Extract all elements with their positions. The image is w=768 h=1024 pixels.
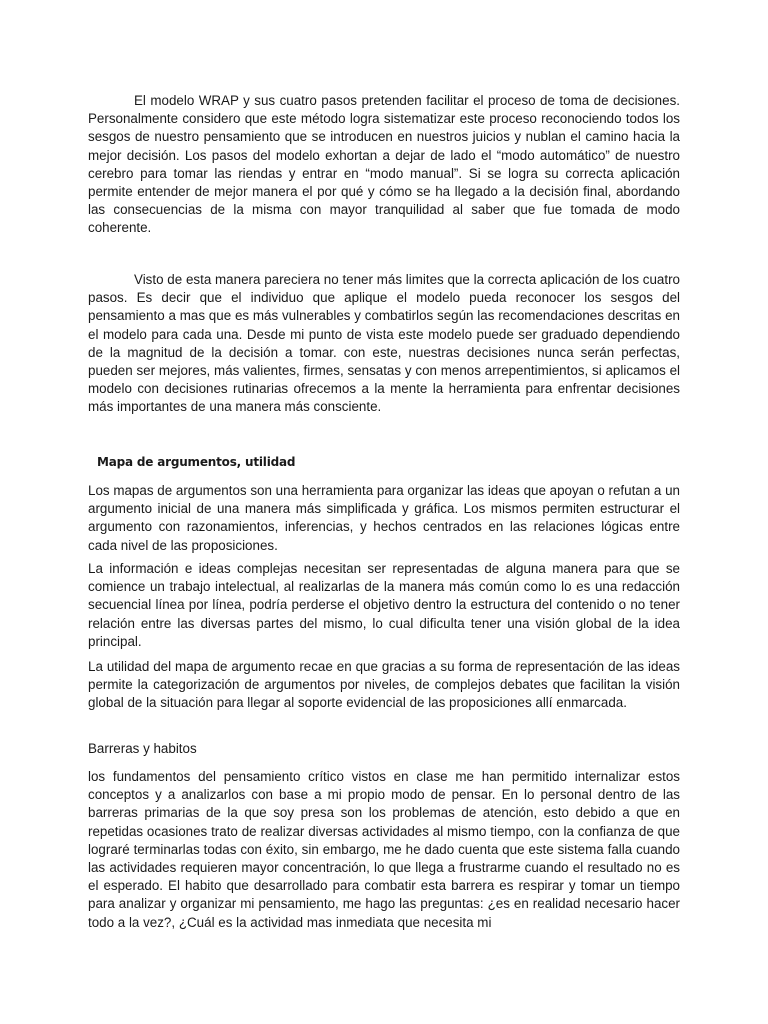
paragraph-model-limits: Visto de esta manera pareciera no tener más limites que la correcta aplicación de los cuatro pasos. Es decir que el individuo que aplique el modelo pueda reconocer los sesgos del pensamiento a mas que es más vulnerables y combatirlos según las recomendaciones descritas en el modelo para cada una. Desde mi punto de vista este modelo puede ser graduado dependiendo de la magnitud de la decisión a tomar. con este, nuestras decisiones nunca serán perfectas, pueden ser mejores, más valientes, firmes, sensatas y con menos arrepentimientos, si aplicamos el modelo con decisiones rutinarias ofrecemos a la mente la herramienta para enfrentar decisiones más importantes de una manera más consciente. — [88, 272, 680, 415]
heading-barriers-habits: Barreras y habitos — [88, 741, 197, 756]
paragraph-wrap-model: El modelo WRAP y sus cuatro pasos pretenden facilitar el proceso de toma de decisiones. Personalmente considero que este método logra sistematizar este proceso reconociendo todos los sesgos de nuestro pensamiento que se introducen en nuestros juicios y nublan el camino hacia la mejor decisión. Los pasos del modelo exhortan a dejar de lado el “modo automático” de nuestro cerebro para tomar las riendas y entrar en “modo manual”. Si se logra su correcta aplicación permite entender de mejor manera el por qué y cómo se ha llegado a la decisión final, abordando las consecuencias de la misma con mayor tranquilidad al saber que fue tomada de modo coherente. — [88, 93, 680, 236]
paragraph-argument-map-definition: Los mapas de argumentos son una herramienta para organizar las ideas que apoyan o refutan a un argumento inicial de una manera más simplificada y gráfica. Los mismos permiten estructurar el argumento con razonamientos, inferencias, y hechos centrados en las relaciones lógicas entre cada nivel de las proposiciones. — [88, 483, 680, 553]
paragraph-critical-thinking: los fundamentos del pensamiento crítico vistos en clase me han permitido internalizar estos conceptos y a analizarlos con base a mi propio modo de pensar. En lo personal dentro de las barreras primarias de la que soy presa son los problemas de atención, esto debido a que en repetidas ocasiones trato de realizar diversas actividades al mismo tiempo, con la confianza de que lograré terminarlas todas con éxito, sin embargo, me he dado cuenta que este sistema falla cuando las actividades requieren mayor concentración, lo que llega a frustrarme cuando el resultado no es el esperado. El habito que desarrollado para combatir esta barrera es respirar y tomar un tiempo para analizar y organizar mi pensamiento, me hago las preguntas: ¿es en realidad necesario hacer todo a la vez?, ¿Cuál es la actividad mas inmediata que necesita mi — [88, 769, 680, 930]
heading-argument-map: Mapa de argumentos, utilidad — [97, 455, 296, 469]
paragraph-complex-information: La información e ideas complejas necesitan ser representadas de alguna manera para que se comience un trabajo intelectual, al realizarlas de la manera más común como lo es una redacción secuencial línea por línea, podría perderse el objetivo dentro la estructura del contenido o no tener relación entre las diversas partes del mismo, lo cual dificulta tener una visión global de la idea principal. — [88, 561, 680, 649]
paragraph-argument-map-utility: La utilidad del mapa de argumento recae en que gracias a su forma de representación de las ideas permite la categorización de argumentos por niveles, de complejos debates que facilitan la visión global de la situación para llegar al soporte evidencial de las proposiciones allí enmarcada. — [88, 659, 680, 711]
